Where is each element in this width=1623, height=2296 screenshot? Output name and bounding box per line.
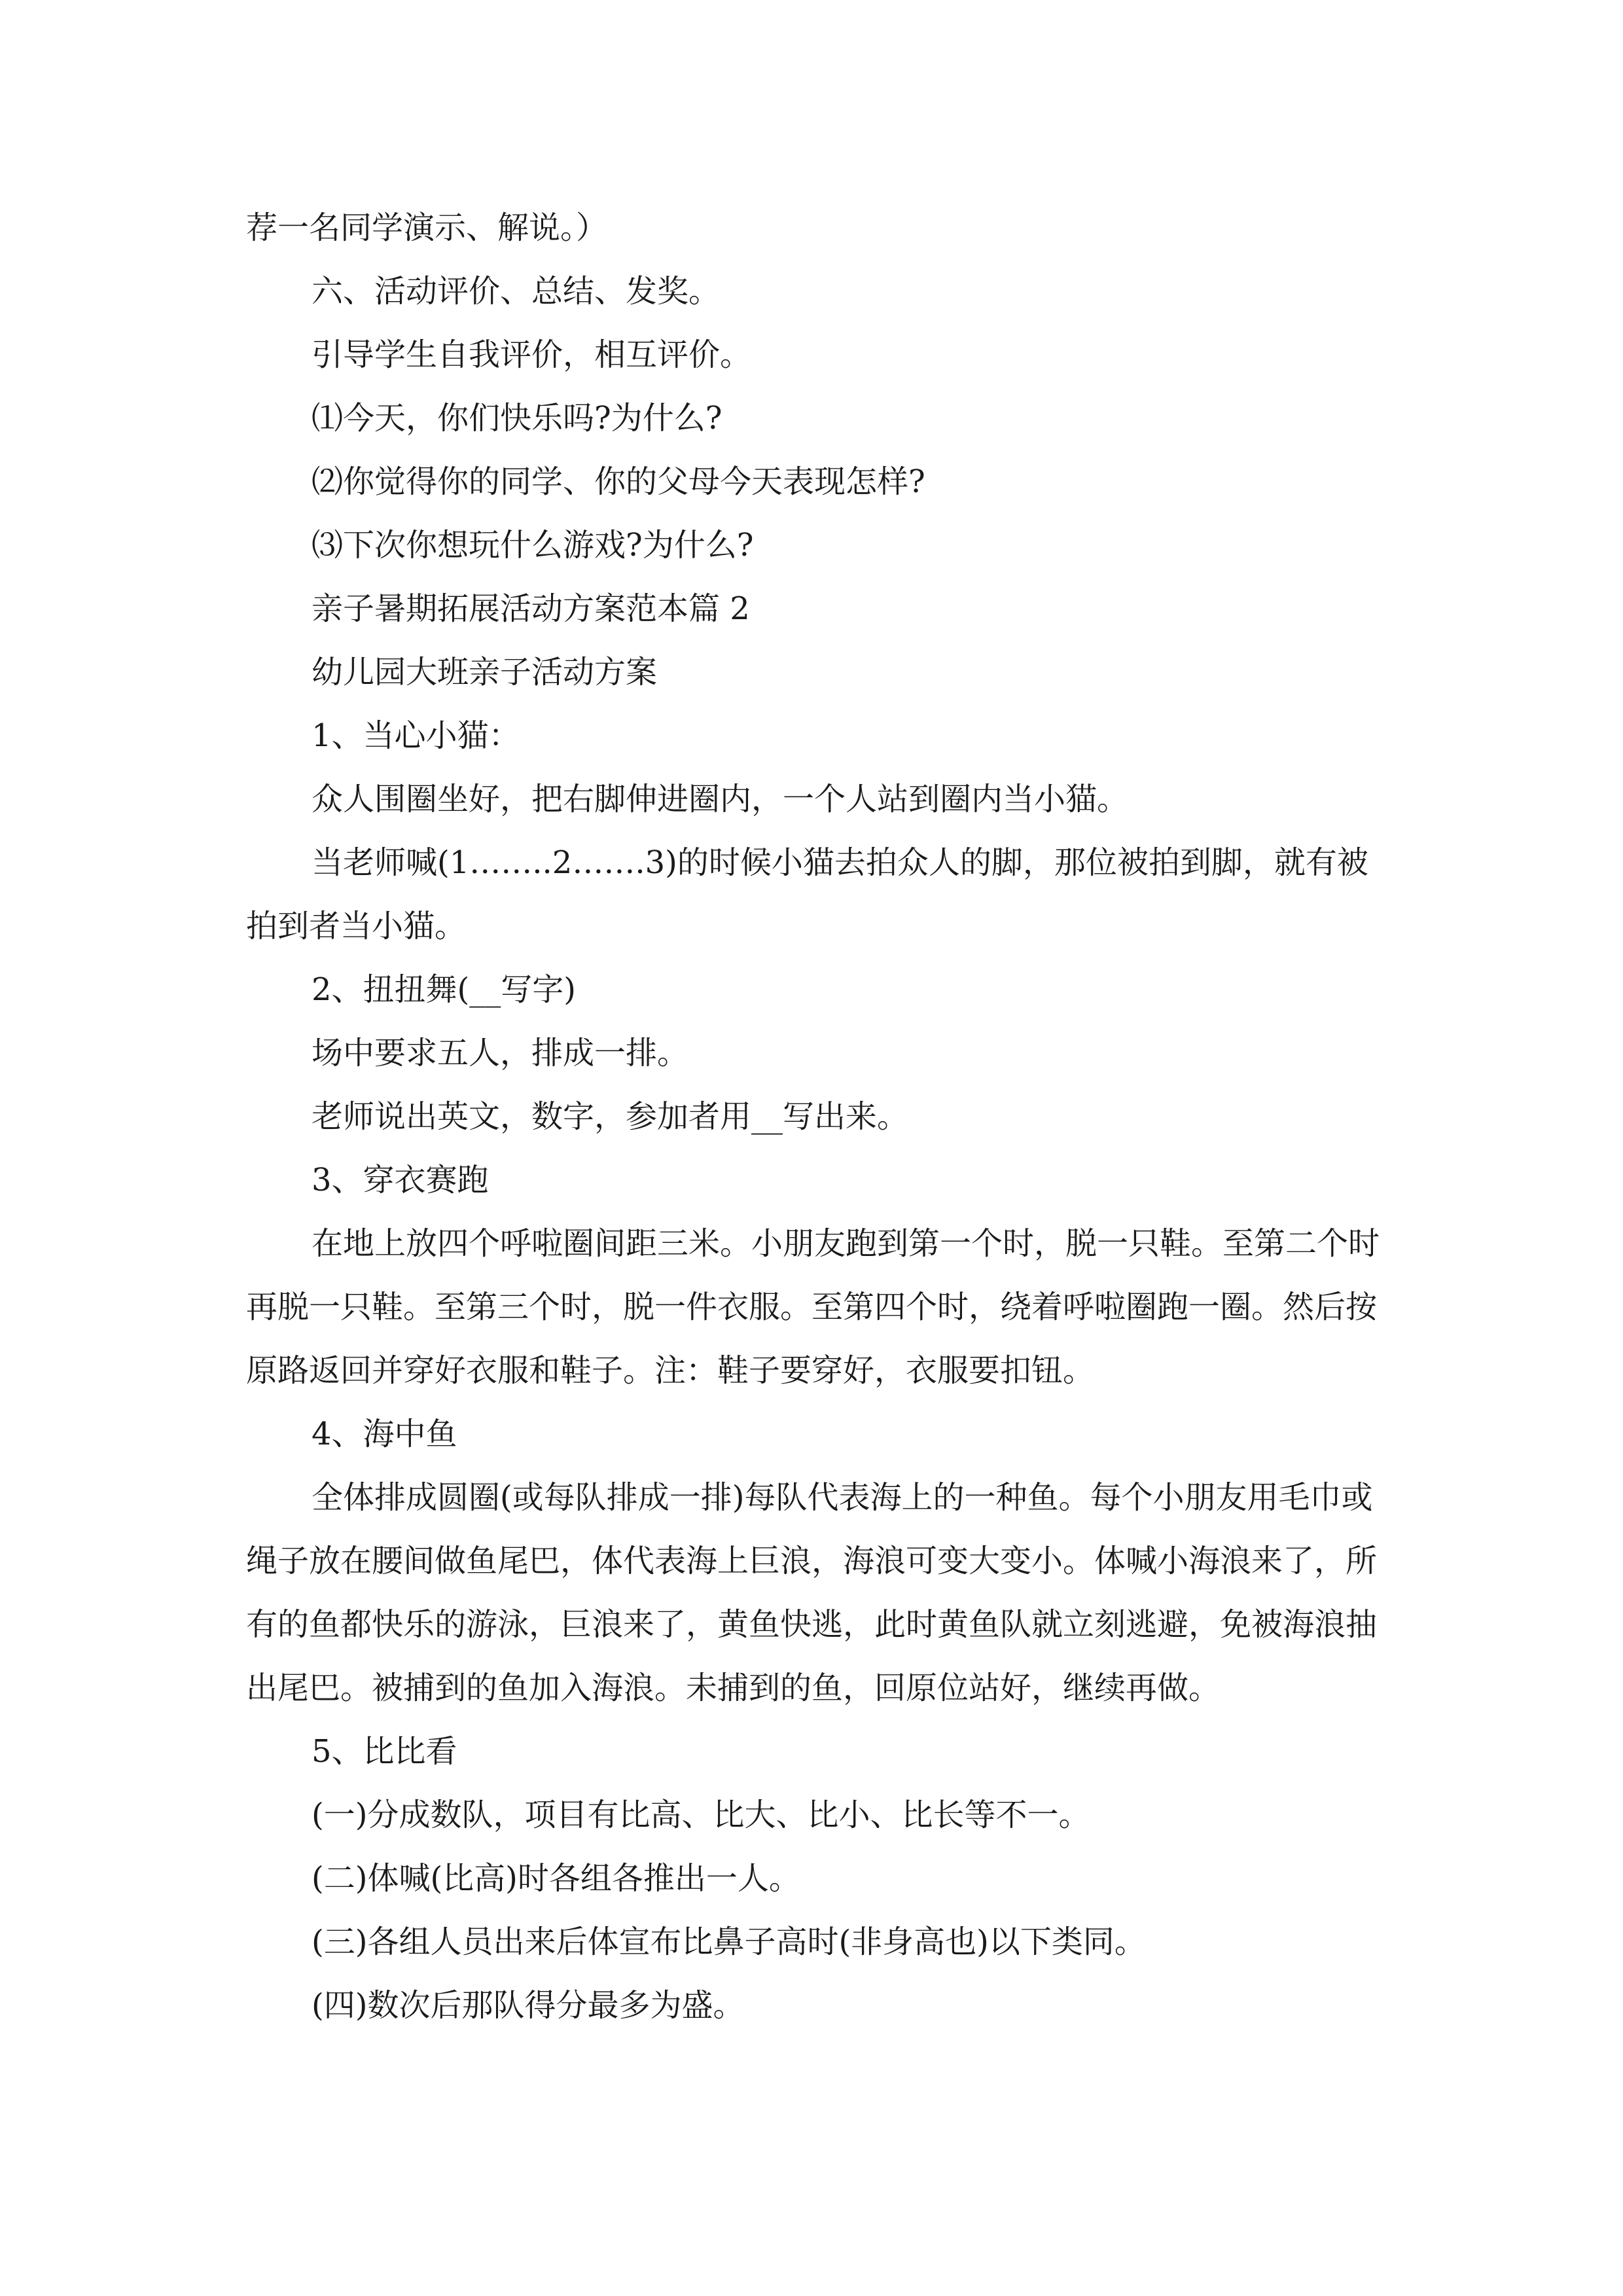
paragraph: 老师说出英文，数字，参加者用__写出来。: [312, 1098, 909, 1135]
section-heading: 1、当心小猫：: [312, 717, 520, 754]
list-item: (四)数次后那队得分最多为盛。: [312, 1987, 745, 2024]
section-heading: 5、比比看: [312, 1733, 457, 1770]
paragraph: 全体排成圆圈(或每队排成一排)每队代表海上的一种鱼。每个小朋友用毛巾或绳子放在腰间做鱼尾巴，体代表海上巨浪，海浪可变大变小。体喊小海浪来了，所有的鱼都快乐的游泳，巨浪来了，黄鱼快逃，此时黄鱼队就立刻逃避，免被海浪抽出尾巴。被捕到的鱼加入海浪。未捕到的鱼，回原位站好，继续再做。: [246, 1479, 1378, 1706]
section-heading: 4、海中鱼: [312, 1416, 457, 1452]
paragraph: 引导学生自我评价，相互评价。: [312, 336, 752, 373]
paragraph: 在地上放四个呼啦圈间距三米。小朋友跑到第一个时，脱一只鞋。至第二个时再脱一只鞋。至第三个时，脱一件衣服。至第四个时，绕着呼啦圈跑一圈。然后按原路返回并穿好衣服和鞋子。注：鞋子要穿好，衣服要扣钮。: [246, 1225, 1380, 1389]
document-body: [246, 196, 1385, 2037]
section-heading: 幼儿园大班亲子活动方案: [312, 654, 658, 691]
article-title: 亲子暑期拓展活动方案范本篇 2: [312, 590, 750, 627]
list-item: ⑴今天，你们快乐吗?为什么?: [312, 400, 722, 437]
paragraph: 当老师喊(1……..2…….3)的时候小猫去拍众人的脚，那位被拍到脚，就有被拍到者当小猫。: [246, 844, 1368, 944]
section-heading: 六、活动评价、总结、发奖。: [312, 273, 721, 310]
paragraph: 众人围圈坐好，把右脚伸进圈内，一个人站到圈内当小猫。: [312, 781, 1129, 817]
section-heading: 2、扭扭舞(__写字): [312, 971, 576, 1008]
list-item: (一)分成数队，项目有比高、比大、比小、比长等不一。: [312, 1797, 1090, 1833]
section-heading: 3、穿衣赛跑: [312, 1162, 489, 1198]
list-item: (三)各组人员出来后体宣布比鼻子高时(非身高也)以下类同。: [312, 1924, 1146, 1960]
list-item: ⑶下次你想玩什么游戏?为什么?: [312, 527, 754, 564]
paragraph: 场中要求五人，排成一排。: [312, 1035, 689, 1071]
list-item: ⑵你觉得你的同学、你的父母今天表现怎样?: [312, 463, 925, 500]
list-item: (二)体喊(比高)时各组各推出一人。: [312, 1860, 800, 1897]
paragraph: 荐一名同学演示、解说。）: [246, 209, 608, 246]
